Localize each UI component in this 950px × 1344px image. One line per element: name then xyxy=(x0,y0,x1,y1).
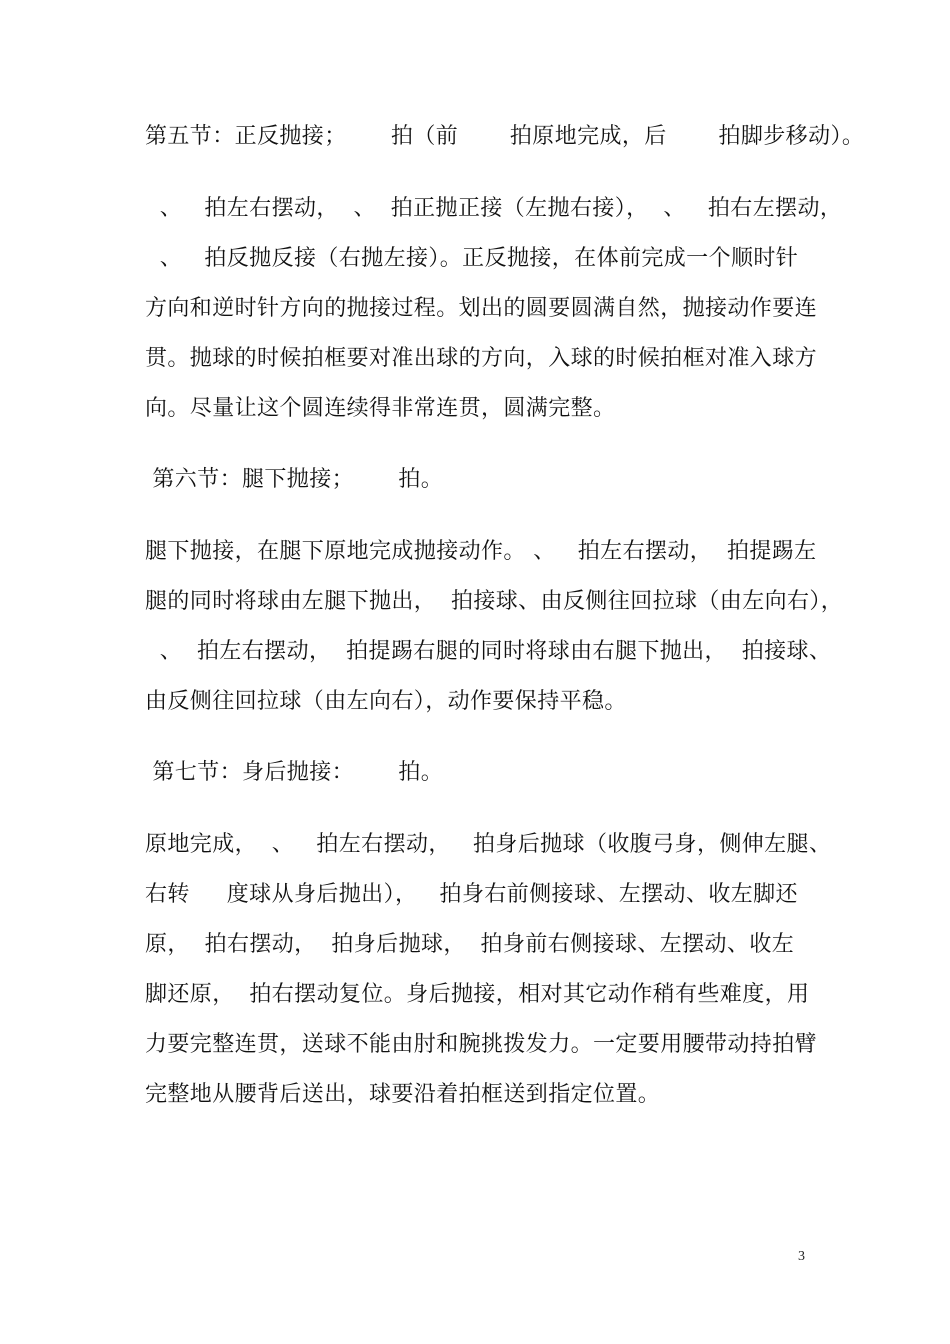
text-line: 完整地从腰背后送出，球要沿着拍框送到指定位置。 xyxy=(145,1082,661,1107)
section-6-heading: 第六节：腿下抛接； 拍。 xyxy=(145,467,444,492)
page-number: 3 xyxy=(798,1249,805,1264)
text-line: 脚还原， 拍右摆动复位。身后抛接，相对其它动作稍有些难度，用 xyxy=(145,982,810,1007)
text-line: 、 拍左右摆动， 拍提踢右腿的同时将球由右腿下抛出， 拍接球、 xyxy=(145,639,832,664)
text-line: 、 拍左右摆动， 、 拍正抛正接（左抛右接）， 、 拍右左摆动， xyxy=(145,196,843,221)
text-line: 原， 拍右摆动， 拍身后抛球， 拍身前右侧接球、左摆动、收左 xyxy=(145,932,795,957)
text-line: 方向和逆时针方向的抛接过程。划出的圆要圆满自然，抛接动作要连 xyxy=(145,296,818,321)
text-line: 、 拍反抛反接（右抛左接）。正反抛接，在体前完成一个顺时针 xyxy=(145,246,799,271)
text-line: 向。尽量让这个圆连续得非常连贯，圆满完整。 xyxy=(145,396,616,421)
text-line: 贯。抛球的时候拍框要对准出球的方向，入球的时候拍框对准入球方 xyxy=(145,346,818,371)
text-line: 腿的同时将球由左腿下抛出， 拍接球、由反侧往回拉球（由左向右）， xyxy=(145,589,844,614)
text-line: 右转 度球从身后抛出）， 拍身右前侧接球、左摆动、收左脚还 xyxy=(145,882,798,907)
text-line: 力要完整连贯，送球不能由肘和腕挑拨发力。一定要用腰带动持拍臂 xyxy=(145,1032,818,1057)
section-5-heading: 第五节：正反抛接； 拍（前 拍原地完成，后 拍脚步移动）。 xyxy=(145,124,865,149)
text-line: 腿下抛接，在腿下原地完成抛接动作。 、 拍左右摆动， 拍提踢左 xyxy=(145,539,817,564)
section-7-heading: 第七节：身后抛接： 拍。 xyxy=(145,760,444,785)
text-line: 原地完成， 、 拍左右摆动， 拍身后抛球（收腹弓身，侧伸左腿、 xyxy=(145,832,832,857)
text-line: 由反侧往回拉球（由左向右），动作要保持平稳。 xyxy=(145,689,627,714)
